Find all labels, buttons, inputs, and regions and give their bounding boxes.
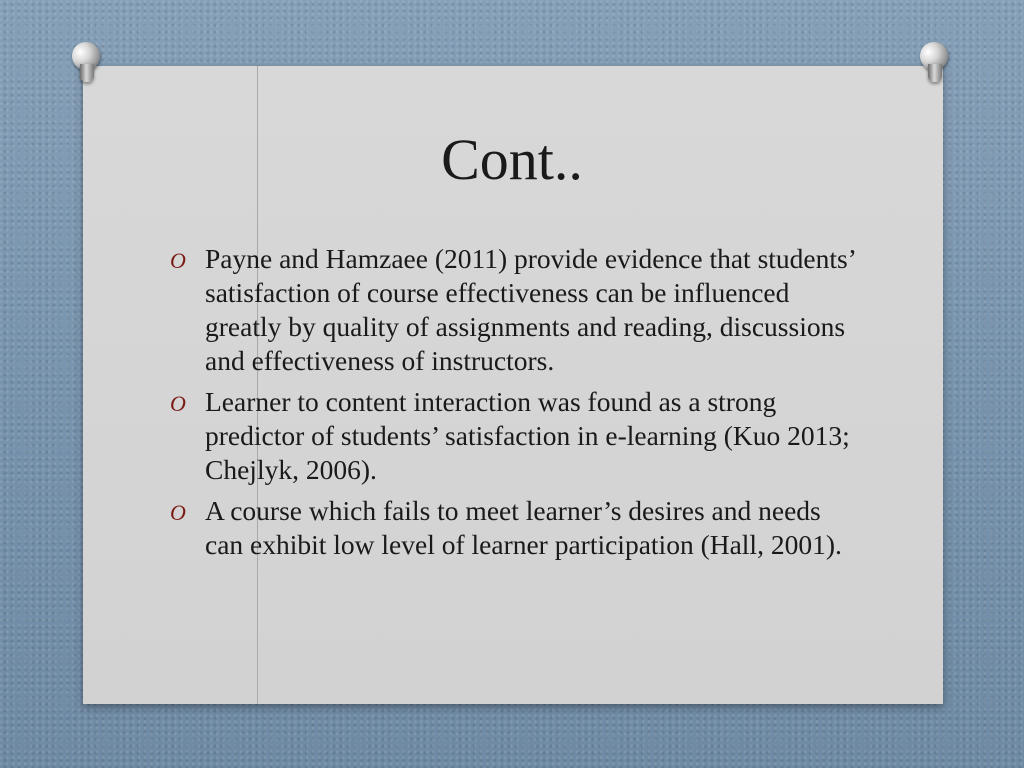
pushpin-stem (928, 64, 942, 82)
pushpin-right-icon (918, 42, 952, 86)
bullet-text: Payne and Hamzaee (2011) provide evidence that students’ satisfaction of course effectiveness can be influenced greatly by quality of assignments and reading, discussions and effectiveness of instructors. (205, 243, 855, 376)
bullet-item (170, 385, 860, 487)
pushpin-stem (80, 64, 94, 82)
bullet-text: Learner to content interaction was found as a strong predictor of students’ satisfaction in e-learning (Kuo 2013; Chejlyk, 2006). (205, 386, 850, 485)
bullet-marker-icon: O (170, 500, 186, 525)
bullet-text: A course which fails to meet learner’s desires and needs can exhibit low level of learner participation (Hall, 2001). (205, 495, 842, 560)
slide-title: Cont.. (441, 127, 583, 192)
bullet-marker-icon: O (170, 391, 186, 416)
bullet-list (170, 242, 860, 569)
bullet-marker-icon: O (170, 248, 186, 273)
pushpin-left-icon (70, 42, 104, 86)
bullet-item (170, 242, 860, 378)
bullet-item (170, 494, 860, 562)
